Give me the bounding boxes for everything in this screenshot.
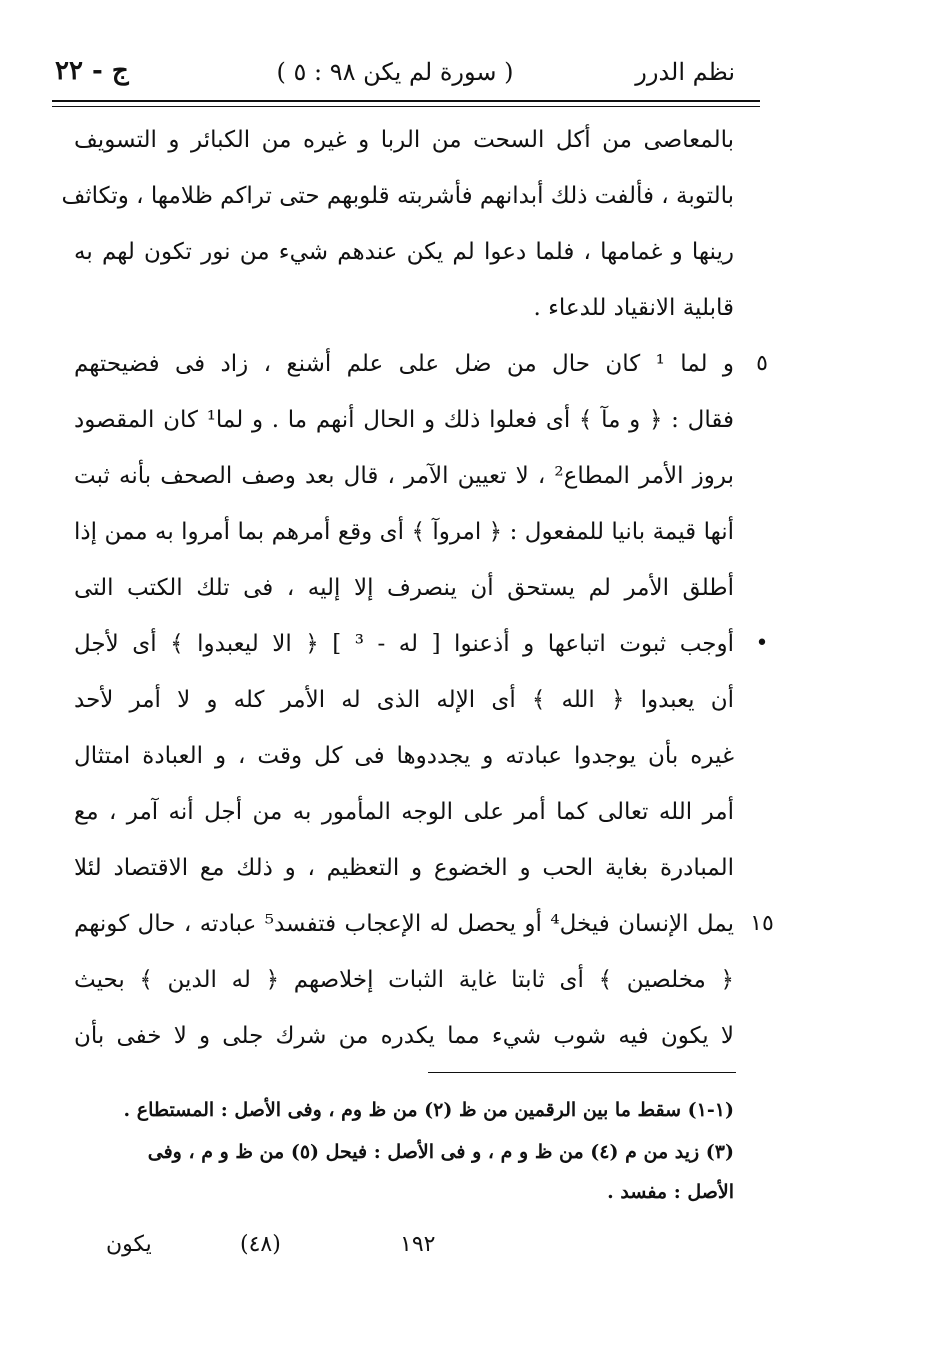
text-line: قابلية الانقياد للدعاء . [533, 295, 734, 321]
surah-reference: ( سورة لم يكن ٩٨ : ٥ ) [276, 58, 514, 86]
line-number-5: ٥ [756, 351, 768, 376]
catchword: يكون [106, 1232, 152, 1257]
header-rule [52, 100, 760, 102]
footnote-rule [428, 1072, 736, 1073]
footnote-line: (١-١) سقط ما بين الرقمين من ظ (٢) من ظ وم ، وفى الأصل : المستطاع . [123, 1099, 734, 1121]
text-line: رينها و غمامها ، فلما دعوا لم يكن عندهم شيء من نور تكون لهم به [74, 239, 734, 265]
text-line: أن يعبدوا ﴿ الله ﴾ أى الإله الذى له الأمر كله و لا أمر لأحد [74, 687, 734, 713]
text-line: غيره بأن يوجدوا عبادته و يجددوها فى كل وقت ، و العبادة امتثال [74, 743, 734, 769]
line-number-15: ١٥ [750, 911, 774, 936]
running-header [55, 52, 735, 96]
text-line: بالتوبة ، فألفت ذلك أبدانهم فأشربته قلوبهم حتى تراكم ظلامها ، وتكاثف [61, 183, 734, 209]
text-line: أمر الله تعالى كما أمر على الوجه المأمور به من أجل أنه آمر ، مع [74, 799, 734, 825]
signature-mark: (٤٨) [240, 1232, 281, 1257]
line-marker-dot: • [755, 631, 769, 656]
footnote-line: الأصل : مفسد . [607, 1181, 734, 1203]
text-line: بالمعاصى من أكل السحت من الربا و غيره من الكبائر و التسويف [74, 127, 734, 153]
text-line: ﴿ مخلصين ﴾ أى ثابتا غاية الثبات إخلاصهم ﴿ له الدين ﴾ بحيث [74, 967, 734, 993]
text-line: أطلق الأمر لم يستحق أن ينصرف إلا إليه ، فى تلك الكتب التى [74, 575, 734, 601]
book-title: نظم الدرر [635, 58, 735, 86]
text-line: المبادرة بغاية الحب و الخضوع و التعظيم ، و ذلك مع الاقتصاد لئلا [74, 855, 734, 881]
page-number: ١٩٢ [400, 1232, 436, 1257]
text-line: بروز الأمر المطاع² ، لا تعيين الآمر ، قال بعد وصف الصحف بأنه ثبت [74, 463, 734, 489]
text-line: أوجب ثبوت اتباعها و أذعنوا [ له - ³ ] ﴿ الا ليعبدوا ﴾ أى لأجل [74, 631, 735, 657]
volume-number: ج - ٢٢ [55, 56, 129, 86]
footnote-line: (٣) زيد من م (٤) من ظ و م ، و فى الأصل : فيحل (٥) من ظ و م ، وفى [147, 1141, 734, 1163]
text-line: لا يكون فيه شوب شيء مما يكدره من شرك جلى و لا خفى بأن [74, 1023, 734, 1049]
page-footer [100, 1232, 500, 1272]
text-line: و لما ¹ كان حال من ضل على علم أشنع ، زاد فى فضيحتهم [74, 351, 734, 377]
text-line: فقال : ﴿ و مآ ﴾ أى فعلوا ذلك و الحال أنهم ما . و لما¹ كان المقصود [74, 407, 734, 433]
text-line: أنها قيمة بانيا للمفعول : ﴿ امروآ ﴾ أى وقع أمرهم بما أمروا به ممن إذا [74, 519, 734, 545]
header-rule-thin [52, 106, 760, 107]
text-line: يمل الإنسان فيخل⁴ أو يحصل له الإعجاب فتفسد⁵ عبادته ، حال كونهم [74, 911, 734, 937]
